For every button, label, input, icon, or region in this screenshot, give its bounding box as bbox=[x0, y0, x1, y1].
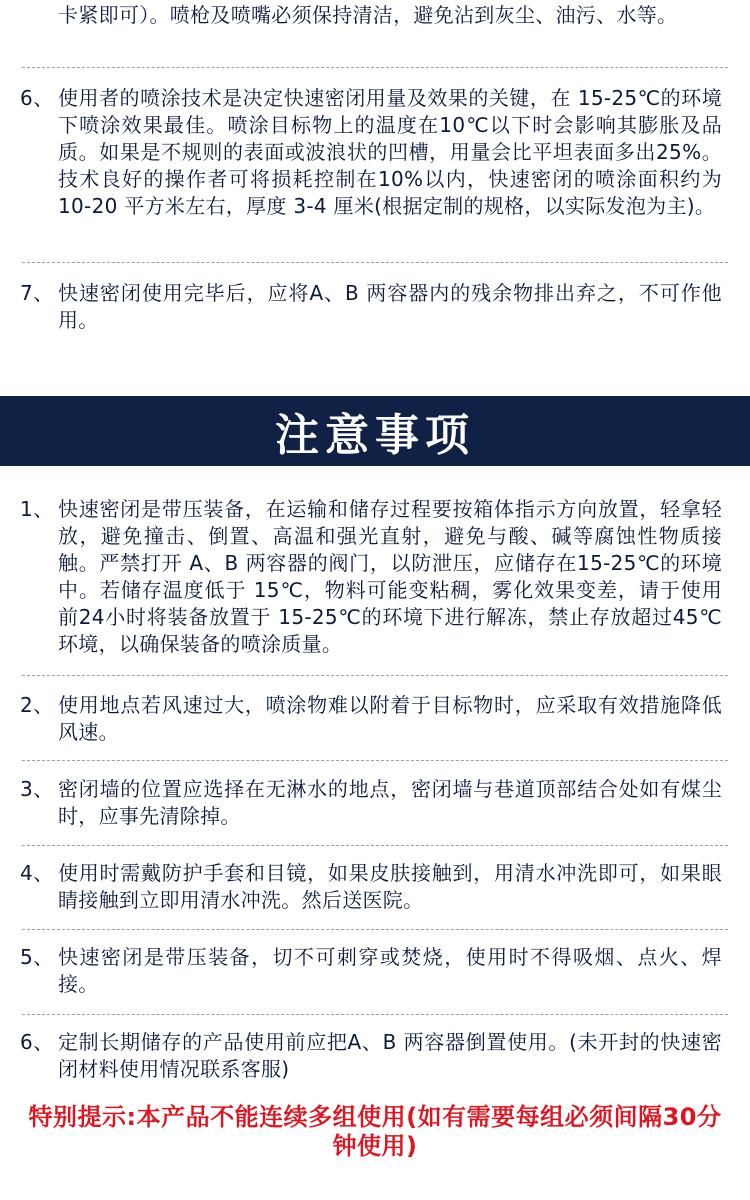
divider bbox=[22, 760, 728, 761]
note-number: 3、 bbox=[20, 777, 54, 801]
note-number: 5、 bbox=[20, 945, 54, 969]
note-number: 6、 bbox=[20, 1030, 54, 1054]
note-number: 1、 bbox=[20, 497, 54, 521]
note-text: 密闭墙的位置应选择在无淋水的地点，密闭墙与巷道顶部结合处如有煤尘时，应事先清除掉。 bbox=[58, 777, 722, 828]
divider bbox=[22, 929, 728, 930]
note-text: 定制长期储存的产品使用前应把A、B 两容器倒置使用。(未开封的快速密闭材料使用情况联系客服) bbox=[58, 1030, 722, 1081]
note-item-6 bbox=[0, 1029, 750, 1085]
continuation-text: 卡紧即可）。喷枪及喷嘴必须保持清洁，避免沾到灰尘、油污、水等。 bbox=[58, 3, 678, 27]
section-title: 注意事项 bbox=[275, 410, 475, 461]
note-number: 2、 bbox=[20, 693, 54, 717]
note-item-5 bbox=[0, 944, 750, 1000]
divider bbox=[22, 675, 728, 676]
divider bbox=[22, 1014, 728, 1015]
step-item-7 bbox=[0, 280, 750, 336]
divider bbox=[22, 845, 728, 846]
step-number: 6、 bbox=[20, 86, 54, 110]
note-item-4 bbox=[0, 860, 750, 916]
note-text: 快速密闭是带压装备，在运输和储存过程要按箱体指示方向放置，轻拿轻放，避免撞击、倒置、高温和强光直射，避免与酸、碱等腐蚀性物质接触。严禁打开 A、B 两容器的阀门，以防泄压，应储存在15-25℃的环境中。若储存温度低于 15℃，物料可能变粘稠，雾化效果变差，请于使用前24小时将装备放置于 15-25℃的环境下进行解冻，禁止存放超过45℃环境，以确保装备的喷涂质量。 bbox=[58, 497, 722, 656]
step-text: 使用者的喷涂技术是决定快速密闭用量及效果的关键，在 15-25℃的环境下喷涂效果最佳。喷涂目标物上的温度在10℃以下时会影响其膨胀及品质。如果是不规则的表面或波浪状的凹槽，用量会比平坦表面多出25%。技术良好的操作者可将损耗控制在10%以内，快速密闭的喷涂面积约为 10-20 平方米左右，厚度 3-4 厘米(根据定制的规格，以实际发泡为主)。 bbox=[58, 86, 722, 218]
note-item-3 bbox=[0, 776, 750, 832]
step-text: 快速密闭使用完毕后，应将A、B 两容器内的残余物排出弃之，不可作他用。 bbox=[58, 281, 722, 332]
note-text: 使用时需戴防护手套和目镜，如果皮肤接触到，用清水冲洗即可，如果眼睛接触到立即用清水冲洗。然后送医院。 bbox=[58, 861, 722, 912]
note-text: 使用地点若风速过大，喷涂物难以附着于目标物时，应采取有效措施降低风速。 bbox=[58, 693, 722, 744]
divider bbox=[22, 67, 728, 68]
special-notice: 特别提示:本产品不能连续多组使用(如有需要每组必须间隔30分钟使用) bbox=[28, 1103, 722, 1160]
step-number: 7、 bbox=[20, 281, 54, 305]
section-banner bbox=[0, 396, 750, 466]
step-item-6 bbox=[0, 85, 750, 250]
continuation-paragraph bbox=[0, 2, 750, 58]
divider bbox=[22, 262, 728, 263]
note-text: 快速密闭是带压装备，切不可刺穿或焚烧，使用时不得吸烟、点火、焊接。 bbox=[58, 945, 722, 996]
note-item-2 bbox=[0, 692, 750, 748]
note-item-1 bbox=[0, 496, 750, 661]
note-number: 4、 bbox=[20, 861, 54, 885]
